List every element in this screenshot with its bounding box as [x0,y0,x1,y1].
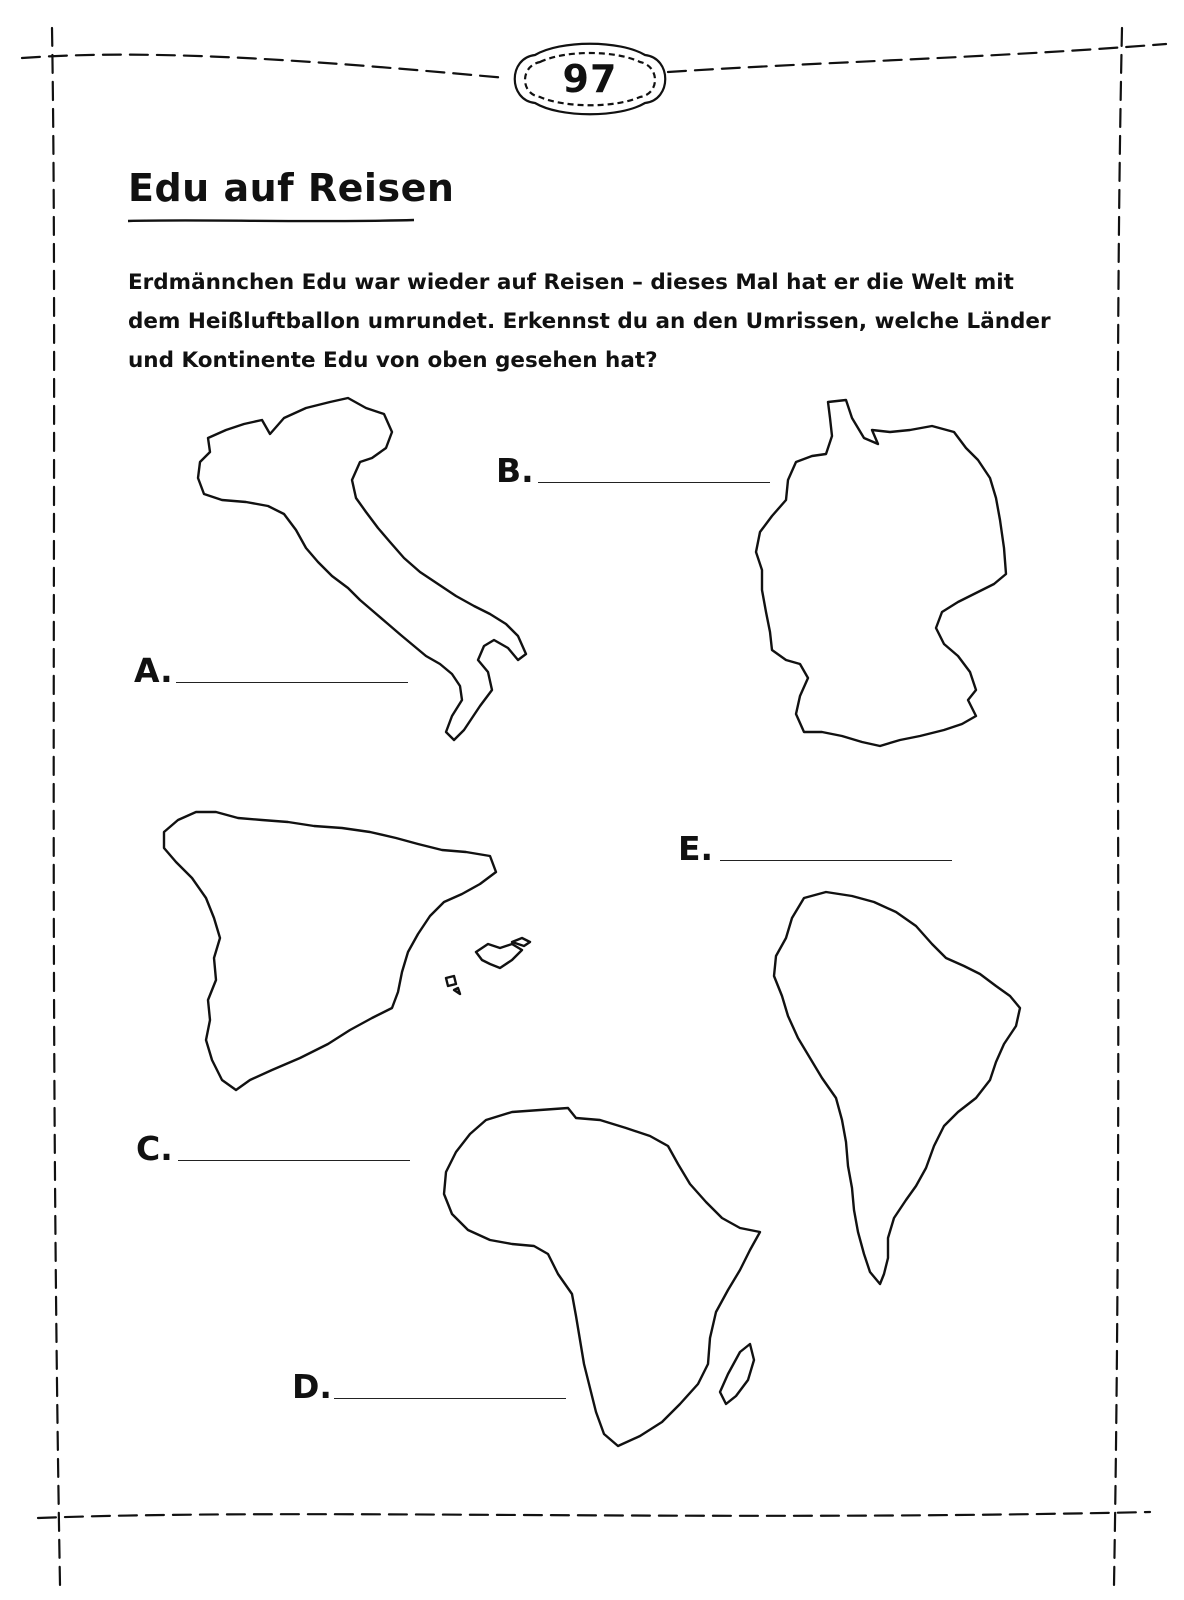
answer-letter-d: D. [292,1367,332,1406]
page-number: 97 [562,57,618,101]
south-america-outline-icon [774,892,1020,1284]
spain-outline-icon [164,812,530,1090]
answer-letter-b: B. [496,451,534,490]
page-title: Edu auf Reisen [128,166,455,210]
answer-letter-e: E. [678,829,714,868]
instruction-text: Erdmännchen Edu war wieder auf Reisen – dieses Mal hat er die Welt mit dem Heißluftballon umrundet. Erkennst du an den Umrissen, welche Länder und Kontinente Edu von oben gesehen hat? [128,270,1051,373]
germany-outline-icon [756,400,1006,746]
italy-outline-icon [198,398,526,740]
answer-letter-a: A. [134,651,173,690]
africa-outline-icon [444,1108,760,1446]
answer-letter-c: C. [136,1129,173,1168]
